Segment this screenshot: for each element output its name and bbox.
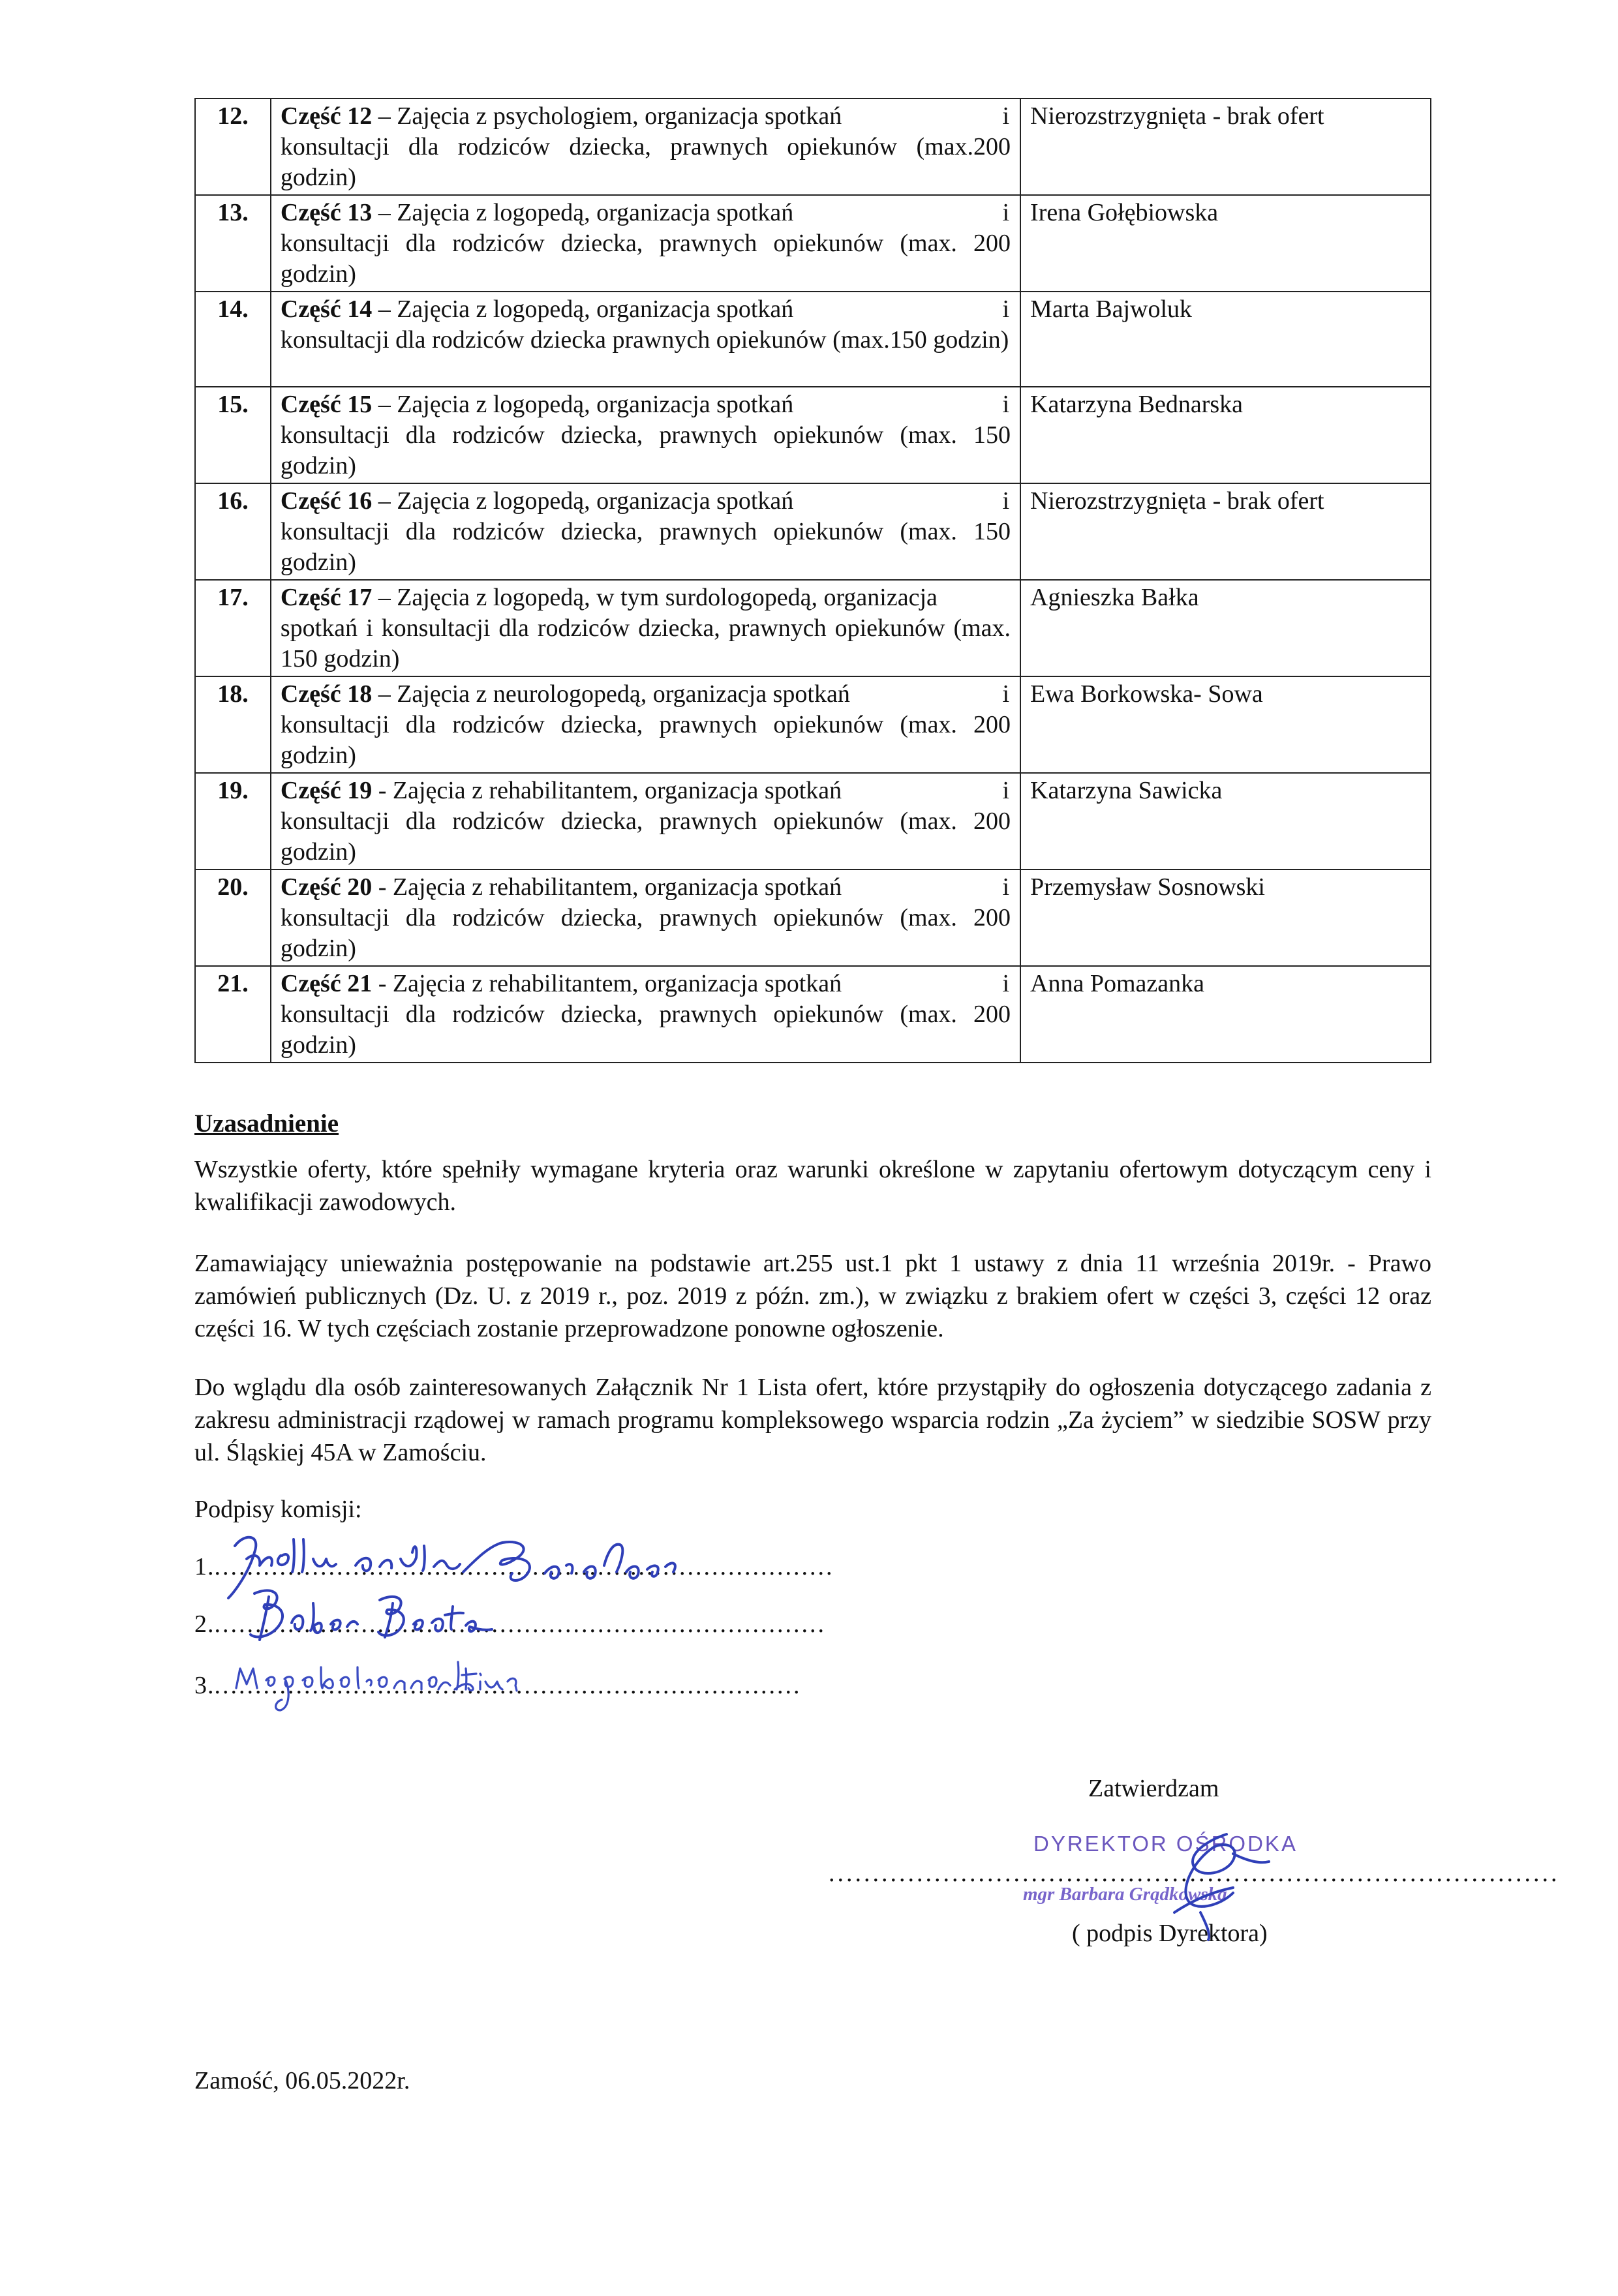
- part-description-first-line: [281, 969, 1011, 999]
- row-number: 15.: [195, 387, 271, 483]
- part-conjunction: i: [1002, 199, 1010, 226]
- handwritten-signature-3: [230, 1642, 582, 1714]
- row-number: 16.: [195, 483, 271, 580]
- part-description: [271, 483, 1020, 580]
- results-table: [194, 98, 1431, 1063]
- selected-contractor: Katarzyna Bednarska: [1020, 387, 1431, 483]
- row-number: 19.: [195, 773, 271, 869]
- row-number: 14.: [195, 292, 271, 387]
- part-description-first-line: [281, 294, 1011, 325]
- part-description: [271, 292, 1020, 387]
- part-intro: – Zajęcia z logopedą, organizacja spotkań: [372, 391, 794, 418]
- part-description: [271, 195, 1020, 292]
- part-description-rest: konsultacji dla rodziców dziecka, prawnych opiekunów (max. 150 godzin): [280, 518, 1011, 576]
- document-date: Zamość, 06.05.2022r.: [194, 2067, 410, 2094]
- part-description-first-line: [281, 872, 1011, 903]
- part-description: [271, 676, 1020, 773]
- justification-heading: Uzasadnienie: [194, 1110, 339, 1138]
- part-description-first-line: [281, 679, 1011, 710]
- part-description-first-line: [281, 389, 1011, 420]
- row-number: 21.: [195, 966, 271, 1063]
- part-title: Część 12: [280, 102, 373, 130]
- part-description-rest: konsultacji dla rodziców dziecka, prawnych opiekunów (max.200 godzin): [280, 133, 1011, 191]
- part-intro: – Zajęcia z neurologopedą, organizacja spotkań: [372, 680, 850, 708]
- part-description: [271, 773, 1020, 869]
- part-description-rest: konsultacji dla rodziców dziecka prawnych opiekunów (max.150 godzin): [280, 326, 1009, 354]
- part-description-rest: konsultacji dla rodziców dziecka, prawnych opiekunów (max. 200 godzin): [280, 711, 1011, 769]
- justification-paragraph-1: Wszystkie oferty, które spełniły wymagane kryteria oraz warunki określone w zapytaniu ofertowym dotyczącym ceny i kwalifikacji zawodowych.: [194, 1156, 1431, 1216]
- selected-contractor: Nierozstrzygnięta - brak ofert: [1020, 98, 1431, 195]
- part-title: Część 17: [280, 584, 373, 611]
- table-row: [195, 387, 1431, 483]
- part-intro: – Zajęcia z psychologiem, organizacja spotkań: [372, 102, 842, 130]
- part-description-first-line: [281, 198, 1011, 228]
- table-row: [195, 869, 1431, 966]
- part-title: Część 14: [280, 295, 373, 323]
- selected-contractor: Marta Bajwoluk: [1020, 292, 1431, 387]
- part-description-rest: konsultacji dla rodziców dziecka, prawnych opiekunów (max. 200 godzin): [280, 808, 1011, 866]
- part-conjunction: i: [1002, 873, 1010, 901]
- row-number: 20.: [195, 869, 271, 966]
- table-row: [195, 773, 1431, 869]
- selected-contractor: Katarzyna Sawicka: [1020, 773, 1431, 869]
- director-signature-dots: ...................................................................................: [829, 1860, 1560, 1887]
- part-conjunction: i: [1002, 295, 1010, 323]
- signatures-label: Podpisy komisji:: [194, 1496, 362, 1523]
- part-title: Część 20: [280, 873, 373, 901]
- table-row: [195, 966, 1431, 1063]
- part-conjunction: i: [1002, 487, 1010, 515]
- director-stamp-name: mgr Barbara Grądkowska: [1023, 1884, 1227, 1905]
- selected-contractor: Ewa Borkowska- Sowa: [1020, 676, 1431, 773]
- part-intro: - Zajęcia z rehabilitantem, organizacja spotkań: [372, 873, 842, 901]
- signature-line-2-number: 2.: [194, 1610, 215, 1638]
- part-title: Część 19: [280, 777, 373, 804]
- part-description-rest: spotkań i konsultacji dla rodziców dziecka, prawnych opiekunów (max. 150 godzin): [280, 614, 1011, 672]
- part-description-rest: konsultacji dla rodziców dziecka, prawnych opiekunów (max. 200 godzin): [280, 230, 1011, 288]
- part-conjunction: i: [1002, 102, 1010, 130]
- part-description-first-line: [281, 776, 1011, 806]
- director-signature-caption: ( podpis Dyrektora): [1072, 1920, 1268, 1947]
- justification-paragraph-2: Zamawiający unieważnia postępowanie na podstawie art.255 ust.1 pkt 1 ustawy z dnia 11 września 2019r. - Prawo zamówień publicznych (Dz. U. z 2019 r., poz. 2019 z późn. zm.), w związku z brakiem ofert w części 3, części 12 oraz części 16. W tych częściach zostanie przeprowadzone ponowne ogłoszenie.: [194, 1250, 1431, 1342]
- signature-line-2-dots: ...........................................................................: [214, 1610, 826, 1638]
- part-title: Część 21: [280, 970, 373, 997]
- selected-contractor: Anna Pomazanka: [1020, 966, 1431, 1063]
- signature-line-3-dots: ........................................................................: [214, 1672, 802, 1699]
- row-number: 18.: [195, 676, 271, 773]
- part-title: Część 13: [280, 199, 373, 226]
- part-description: [271, 387, 1020, 483]
- part-conjunction: i: [1002, 391, 1010, 418]
- selected-contractor: Przemysław Sosnowski: [1020, 869, 1431, 966]
- row-number: 17.: [195, 580, 271, 676]
- director-stamp-title: DYREKTOR OŚRODKA: [1033, 1832, 1298, 1856]
- part-conjunction: i: [1002, 680, 1010, 708]
- part-intro: – Zajęcia z logopedą, w tym surdologopedą, organizacja: [372, 584, 938, 611]
- part-description-first-line: [281, 486, 1011, 517]
- part-description: [271, 869, 1020, 966]
- signature-line-1-number: 1.: [194, 1553, 215, 1580]
- justification-paragraph-3: Do wglądu dla osób zainteresowanych Załącznik Nr 1 Lista ofert, które przystąpiły do ogłoszenia dotyczącego zadania z zakresu administracji rządowej w ramach programu kompleksowego wsparcia rodzin „Za życiem” w siedzibie SOSW przy ul. Śląskiej 45A w Zamościu.: [194, 1374, 1431, 1466]
- part-title: Część 18: [280, 680, 373, 708]
- handwritten-signature-2: [243, 1577, 504, 1649]
- signature-line-3-number: 3.: [194, 1672, 215, 1699]
- part-description: [271, 580, 1020, 676]
- part-description: [271, 98, 1020, 195]
- row-number: 13.: [195, 195, 271, 292]
- part-title: Część 15: [280, 391, 373, 418]
- selected-contractor: Nierozstrzygnięta - brak ofert: [1020, 483, 1431, 580]
- part-intro: - Zajęcia z rehabilitantem, organizacja spotkań: [372, 777, 842, 804]
- part-intro: – Zajęcia z logopedą, organizacja spotkań: [372, 199, 794, 226]
- part-conjunction: i: [1002, 970, 1010, 997]
- part-description-rest: konsultacji dla rodziców dziecka, prawnych opiekunów (max. 150 godzin): [280, 421, 1011, 479]
- table-row: [195, 195, 1431, 292]
- part-intro: - Zajęcia z rehabilitantem, organizacja spotkań: [372, 970, 842, 997]
- results-table-body: [195, 98, 1431, 1063]
- selected-contractor: Irena Gołębiowska: [1020, 195, 1431, 292]
- row-number: 12.: [195, 98, 271, 195]
- table-row: [195, 676, 1431, 773]
- part-description: [271, 966, 1020, 1063]
- part-title: Część 16: [280, 487, 373, 515]
- part-description-first-line: [281, 101, 1011, 132]
- part-description-first-line: [281, 582, 1011, 613]
- table-row: [195, 483, 1431, 580]
- part-intro: – Zajęcia z logopedą, organizacja spotkań: [372, 487, 794, 515]
- table-row: [195, 98, 1431, 195]
- approval-label: Zatwierdzam: [1088, 1775, 1219, 1802]
- selected-contractor: Agnieszka Bałka: [1020, 580, 1431, 676]
- signature-line-1-dots: ............................................................................: [214, 1553, 834, 1580]
- table-row: [195, 292, 1431, 387]
- part-intro: – Zajęcia z logopedą, organizacja spotkań: [372, 295, 794, 323]
- part-description-rest: konsultacji dla rodziców dziecka, prawnych opiekunów (max. 200 godzin): [280, 904, 1011, 962]
- part-conjunction: i: [1002, 777, 1010, 804]
- table-row: [195, 580, 1431, 676]
- part-description-rest: konsultacji dla rodziców dziecka, prawnych opiekunów (max. 200 godzin): [280, 1001, 1011, 1059]
